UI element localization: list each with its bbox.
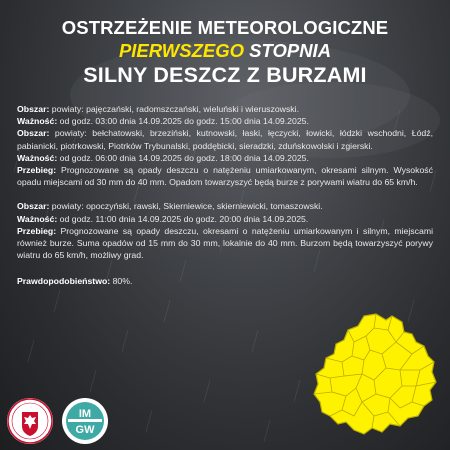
imgw-graphic: [62, 398, 108, 444]
area-paragraph: [17, 103, 433, 115]
title-degree-rest: STOPNIA: [249, 40, 332, 61]
area-label: Obszar:: [17, 201, 50, 212]
area-paragraph: [17, 127, 433, 151]
validity-paragraph: [17, 115, 433, 127]
spacer: [17, 261, 433, 275]
imgw-logo-icon: [62, 398, 108, 444]
area-paragraph: [17, 200, 433, 212]
course-paragraph: [17, 164, 433, 188]
imgw-bottom-text: GW: [75, 424, 95, 436]
title-phenomenon: SILNY DESZCZ Z BURZAMI: [83, 63, 367, 87]
title-warning: OSTRZEŻENIE METEOROLOGICZNE: [61, 17, 389, 38]
course-paragraph: [17, 225, 433, 262]
title-degree: [0, 40, 450, 62]
course-text: Prognozowane są opady deszczu o natężeniu umiarkowanym, okresami silnym. Wysokość opadu miejscami od 30 mm do 40 mm. Opadom towarzyszyć będą burze z porywami wiatru do 65 km/h.: [17, 165, 433, 188]
probability-value: 80%.: [112, 276, 133, 287]
warning-body: [17, 103, 433, 288]
probability-paragraph: [17, 275, 433, 287]
validity-label: Ważność:: [17, 213, 58, 224]
course-label: Przebieg:: [17, 225, 57, 236]
validity-paragraph: [17, 152, 433, 164]
course-label: Przebieg:: [17, 165, 57, 176]
title-degree-highlight: PIERWSZEGO: [118, 40, 245, 61]
validity-text: od godz. 11:00 dnia 14.09.2025 do godz. 20:00 dnia 14.09.2025.: [59, 213, 309, 224]
area-text: powiaty: opoczyński, rawski, Skierniewice, skierniewicki, tomaszowski.: [51, 201, 323, 212]
area-text: powiaty: pajęczański, radomszczański, wieluński i wieruszowski.: [51, 104, 299, 114]
lodz-voivodeship-map-icon: [312, 312, 438, 438]
spacer: [17, 188, 433, 200]
validity-label: Ważność:: [17, 152, 58, 163]
area-label: Obszar:: [17, 128, 50, 139]
validity-label: Ważność:: [17, 116, 58, 127]
imgw-top-text: IM: [78, 408, 92, 420]
area-text: powiaty: bełchatowski, brzeziński, kutnowski, łaski, łęczycki, łowicki, łódzki wschodni, Łódź, pabianicki, piotrkowski, Piotrków Trybunalski, poddębicki, sieradzki, zduńskowolski i zgierski.: [17, 128, 433, 151]
emblem-graphic: [7, 398, 53, 444]
area-label: Obszar:: [17, 104, 50, 114]
validity-text: od godz. 06:00 dnia 14.09.2025 do godz. 18:00 dnia 14.09.2025.: [59, 152, 309, 163]
course-text: Prognozowane są opady deszczu, okresami o natężeniu umiarkowanym i silnym, miejscami również burze. Suma opadów od 15 mm do 30 mm, lokalnie do 40 mm. Burzom będą towarzyszyć porywy wiatru do 65 km/h, możliwy grad.: [17, 225, 433, 261]
polish-eagle-emblem-icon: [7, 398, 53, 444]
validity-paragraph: [17, 213, 433, 225]
probability-label: Prawdopodobieństwo:: [17, 276, 111, 287]
validity-text: od godz. 03:00 dnia 14.09.2025 do godz. 15:00 dnia 14.09.2025.: [59, 116, 309, 127]
